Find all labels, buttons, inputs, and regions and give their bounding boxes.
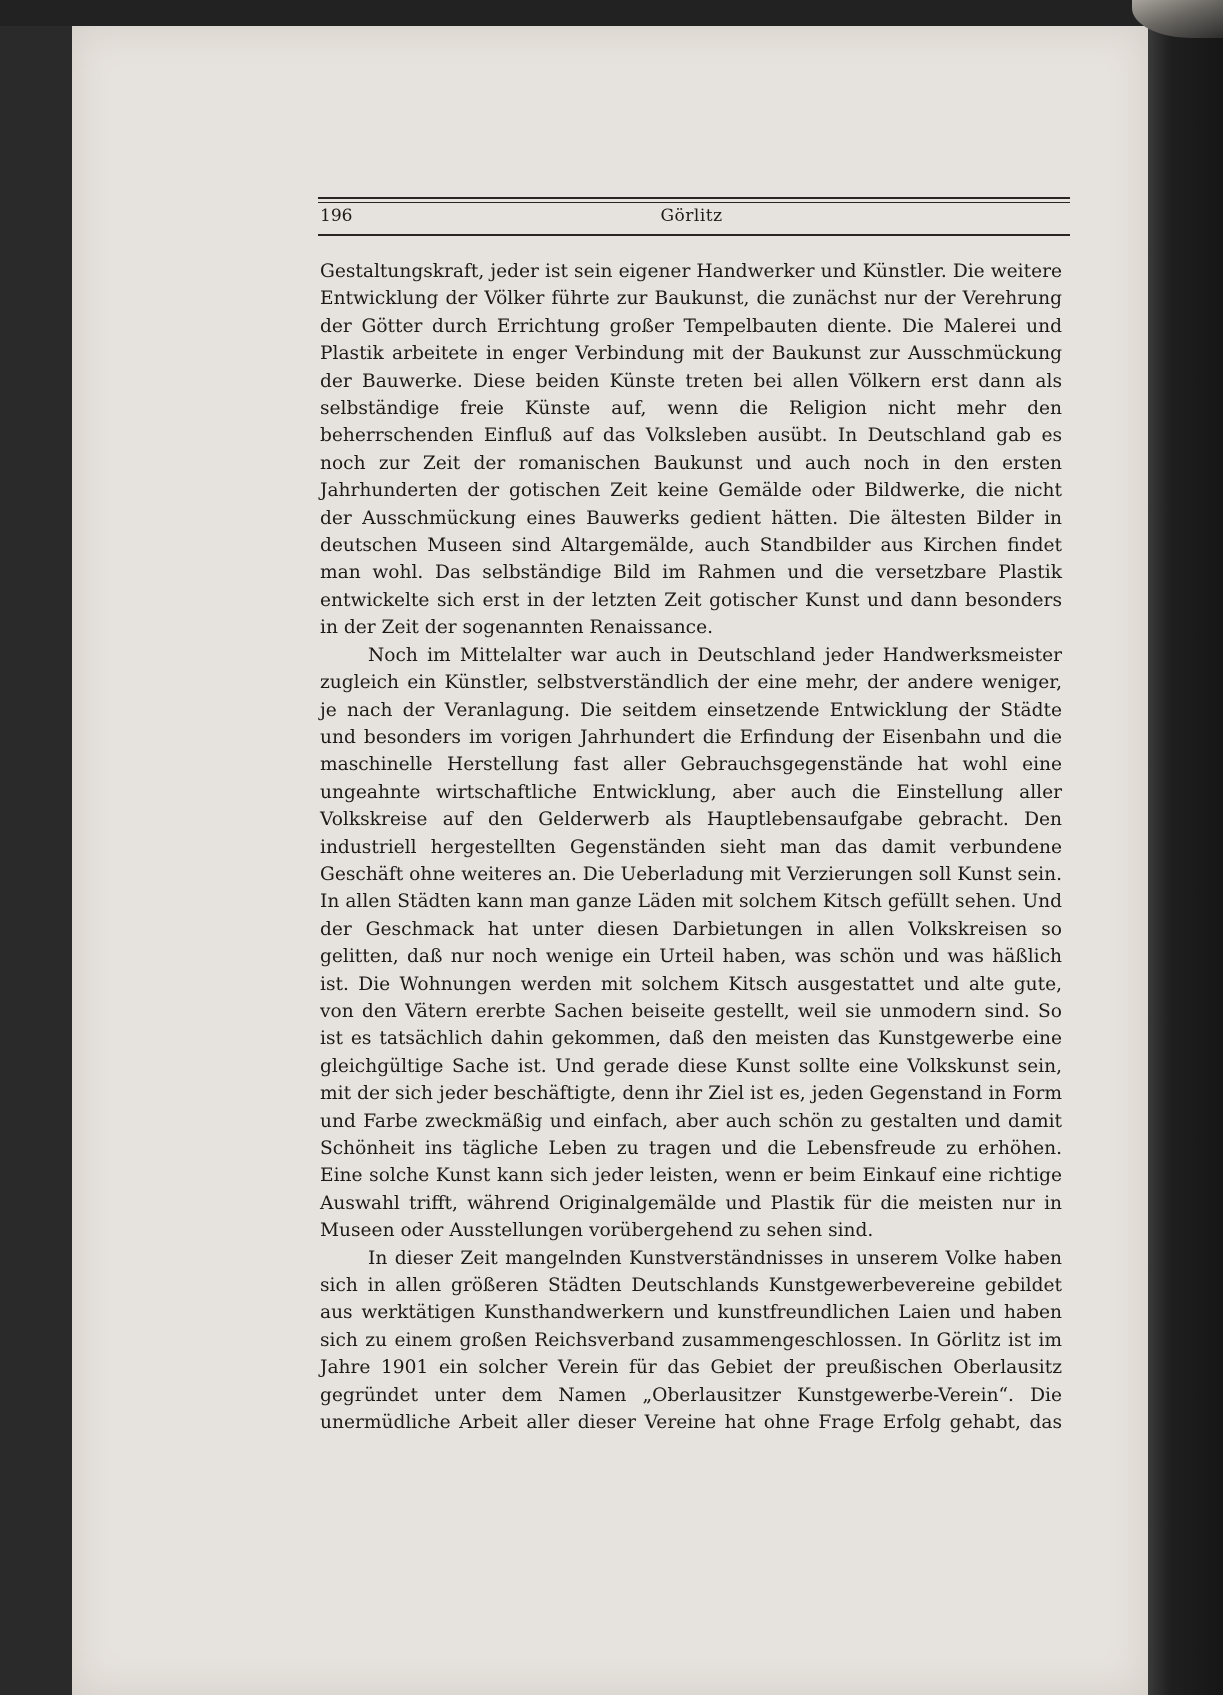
scan-right-border [1148,0,1223,1695]
paragraph: Noch im Mittelalter war auch in Deutschland jeder Handwerksmeister zugleich ein Künstler, selbstverständlich der eine mehr, der andere weniger, je nach der Veranlagung. Die seitdem einsetzende Entwicklung der Städte und besonders im vorigen Jahrhundert die Erfindung der Eisenbahn und die maschinelle Herstellung fast aller Gebrauchsgegenstände hat wohl eine ungeahnte wirtschaftliche Entwicklung, aber auch die Einstellung aller Volkskreise auf den Gelderwerb als Hauptlebensaufgabe gebracht. Den industriell hergestellten Gegenständen sieht man das damit verbundene Geschäft ohne weiteres an. Die Ueberladung mit Verzierungen soll Kunst sein. In allen Städten kann man ganze Läden mit solchem Kitsch gefüllt sehen. Und der Geschmack hat unter diesen Darbietungen in allen Volkskreisen so gelitten, daß nur noch wenige ein Urteil haben, was schön und was häßlich ist. Die Wohnungen werden mit solchem Kitsch ausgestattet und alte gute, von den Vätern ererbte Sachen beiseite gestellt, weil sie unmodern sind. So ist es tatsächlich dahin gekommen, daß den meisten das Kunstgewerbe eine gleichgültige Sache ist. Und gerade diese Kunst sollte eine Volkskunst sein, mit der sich jeder beschäftigte, denn ihr Ziel ist es, jeden Gegenstand in Form und Farbe zweckmäßig und einfach, aber auch schön zu gestalten und damit Schönheit ins tägliche Leben zu tragen und die Lebensfreude zu erhöhen. Eine solche Kunst kann sich jeder leisten, wenn er beim Einkauf eine richtige Auswahl trifft, während Originalgemälde und Plastik für die meisten nur in Museen oder Ausstellungen vorübergehend zu sehen sind. [320,644,1062,1242]
page-number: 196 [320,206,353,226]
paragraph: In dieser Zeit mangelnden Kunstverständnisses in unserem Volke haben sich in allen größeren Städten Deutschlands Kunstgewerbevereine gebildet aus werktätigen Kunsthandwerkern und kunstfreundlichen Laien und haben sich zu einem großen Reichsverband zusammengeschlossen. In Görlitz ist im Jahre 1901 ein solcher Verein für das Gebiet der preußischen Oberlausitz gegründet unter dem Namen „Oberlausitzer Kunstgewerbe-Verein“. Die unermüdliche Arbeit aller dieser Vereine hat ohne Frage Erfolg gehabt, das [320,1247,1062,1434]
running-head [0,206,1223,226]
header-rule-top [318,197,1070,199]
running-head-title: Görlitz [660,206,723,226]
scan-top-border [0,0,1223,26]
paragraph: Gestaltungskraft, jeder ist sein eigener Handwerker und Künstler. Die weitere Entwicklung der Völker führte zur Baukunst, die zunächst nur der Verehrung der Götter durch Errichtung großer Tempelbauten diente. Die Malerei und Plastik arbeitete in enger Verbindung mit der Baukunst zur Ausschmückung der Bauwerke. Diese beiden Künste treten bei allen Völkern erst dann als selbständige freie Künste auf, wenn die Religion nicht mehr den beherrschenden Einfluß auf das Volksleben ausübt. In Deutschland gab es noch zur Zeit der romanischen Baukunst und auch noch in den ersten Jahrhunderten der gotischen Zeit keine Gemälde oder Bildwerke, die nicht der Ausschmückung eines Bauwerks gedient hätten. Die ältesten Bilder in deutschen Museen sind Altargemälde, auch Standbilder aus Kirchen findet man wohl. Das selbständige Bild im Rahmen und die versetzbare Plastik entwickelte sich erst in der letzten Zeit gotischer Kunst und dann besonders in der Zeit der sogenannten Renaissance. [320,261,1062,639]
header-rule-top-thin [318,202,1070,203]
body-text [320,258,1062,1436]
header-rule-bottom [318,234,1070,236]
